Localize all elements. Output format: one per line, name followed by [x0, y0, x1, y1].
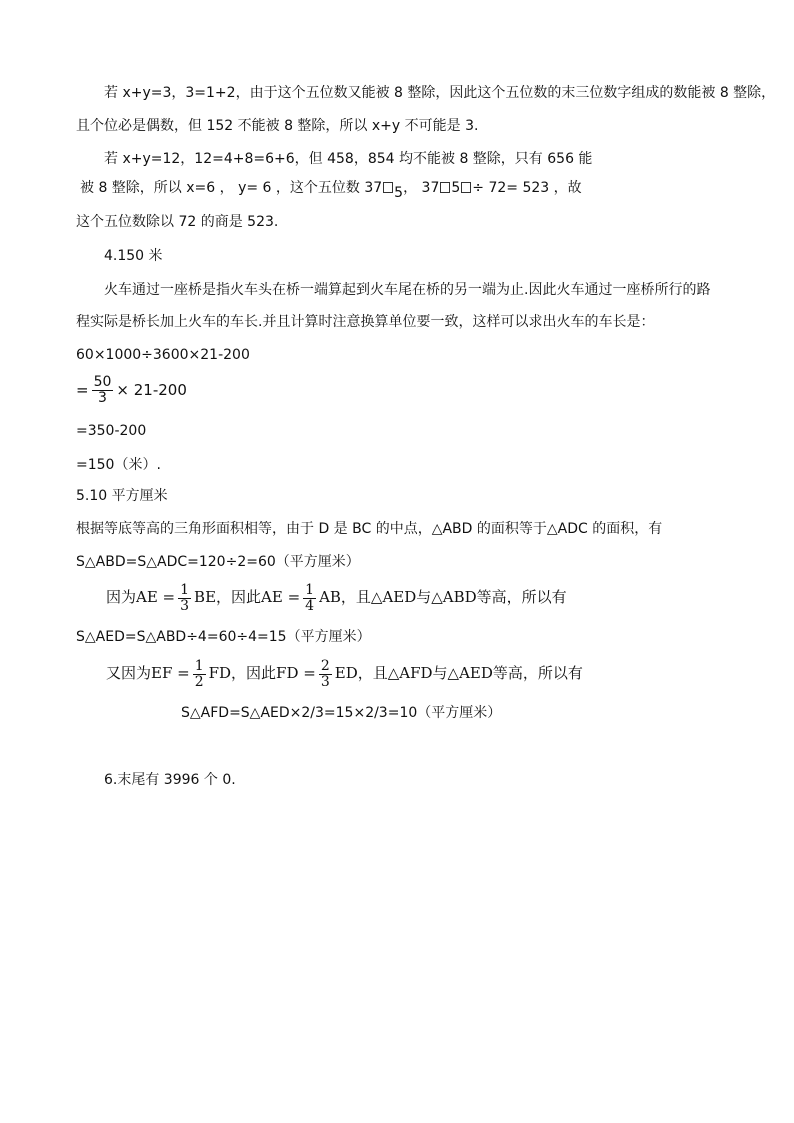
- equals-sign: =: [76, 381, 89, 399]
- digit: 5: [394, 185, 404, 201]
- fraction: [92, 375, 114, 406]
- answer-heading: 6.末尾有 3996 个 0.: [104, 772, 236, 788]
- numerator: 50: [93, 374, 112, 390]
- text-line: 火车通过一座桥是指火车头在桥一端算起到火车尾在桥的另一端为止.因此火车通过一座桥所行的路: [104, 282, 711, 298]
- answer-heading: 5.10 平方厘米: [76, 488, 168, 504]
- text-line: 若 x+y=12，12=4+8=6+6，但 458，854 均不能被 8 整除，只有 656 能: [104, 151, 593, 167]
- formula-line: =150（米）.: [76, 457, 161, 473]
- text-segment: FD，因此FD =: [208, 664, 316, 682]
- fraction: [178, 583, 191, 614]
- text-line: 程实际是桥长加上火车的车长.并且计算时注意换算单位要一致，这样可以求出火车的车长是：: [76, 314, 655, 330]
- text-line: 若 x+y=3，3=1+2，由于这个五位数又能被 8 整除，因此这个五位数的末三位数字组成的数能被 8 整除，: [104, 85, 776, 101]
- denominator: 3: [98, 390, 107, 406]
- blank-box-icon: [383, 182, 393, 193]
- denominator: 4: [305, 597, 315, 614]
- denominator: 3: [320, 673, 330, 690]
- formula-line: S△AED=S△ABD÷4=60÷4=15（平方厘米）: [76, 629, 371, 645]
- text-segment: ， 37: [403, 180, 440, 196]
- formula-line: 60×1000÷3600×21-200: [76, 347, 250, 363]
- numerator: 1: [180, 581, 190, 598]
- text-line: 根据等底等高的三角形面积相等，由于 D 是 BC 的中点，△ABD 的面积等于△ADC 的面积，有: [76, 521, 663, 537]
- denominator: 2: [194, 673, 204, 690]
- blank-box-icon: [440, 182, 450, 193]
- fraction: [193, 659, 206, 690]
- numerator: 2: [320, 657, 330, 674]
- fraction: [319, 659, 332, 690]
- blank-box-icon: [461, 182, 471, 193]
- text-line: 这个五位数除以 72 的商是 523.: [76, 214, 279, 230]
- numerator: 1: [194, 657, 204, 674]
- text-segment: ED，且△AFD与△AED等高，所以有: [334, 664, 583, 682]
- text-segment: AB，且△AED与△ABD等高，所以有: [319, 588, 567, 606]
- text-line: 且个位必是偶数，但 152 不能被 8 整除，所以 x+y 不可能是 3.: [76, 118, 479, 134]
- text-segment: × 21-200: [116, 381, 187, 399]
- answer-heading: 4.150 米: [104, 248, 163, 264]
- formula-line: [106, 580, 567, 614]
- denominator: 3: [180, 597, 190, 614]
- formula-line: [106, 656, 583, 690]
- formula-line: S△AFD=S△AED×2/3=15×2/3=10（平方厘米）: [181, 705, 502, 721]
- text-line: [80, 179, 582, 202]
- text-segment: 被 8 整除，所以 x=6 ， y= 6 ，这个五位数 37: [80, 180, 383, 196]
- digit: 5: [451, 180, 461, 196]
- text-segment: ÷ 72= 523 ，故: [472, 180, 582, 196]
- text-segment: 因为AE =: [106, 588, 176, 606]
- formula-line: =350-200: [76, 423, 147, 439]
- text-segment: 又因为EF =: [106, 664, 190, 682]
- text-segment: BE，因此AE =: [194, 588, 301, 606]
- formula-line: [76, 374, 187, 406]
- numerator: 1: [305, 581, 315, 598]
- fraction: [303, 583, 316, 614]
- formula-line: S△ABD=S△ADC=120÷2=60（平方厘米）: [76, 554, 360, 570]
